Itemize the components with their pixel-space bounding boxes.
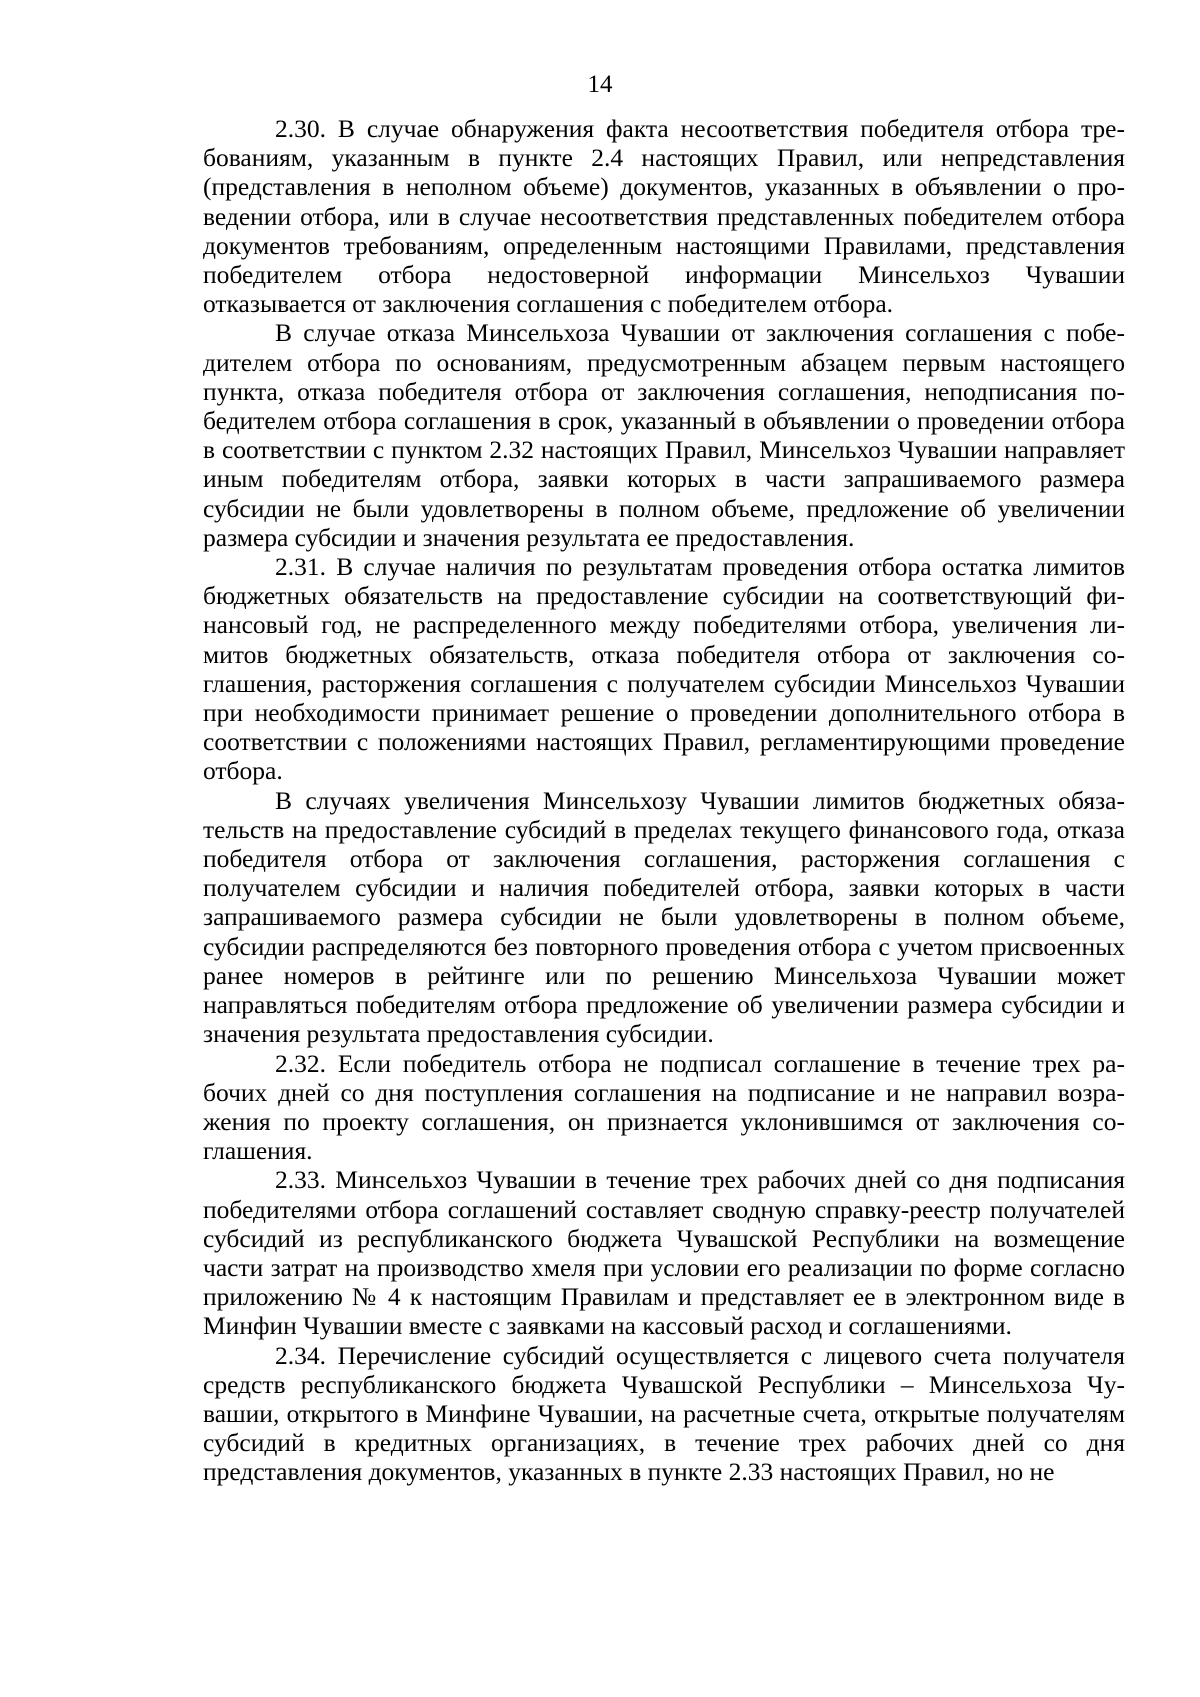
paragraph-2-30-refusal: В случае отказа Минсельхоза Чувашии от заключения соглашения с победителем отбора по основаниям, предусмотренным абзацем первым настоящего пункта, отказа победителя отбора от заключения соглашения, неподписания победителем отбора соглашения в срок, указанный в объявлении о проведении отбора в соответствии с пунктом 2.32 настоящих Правил, Минсельхоз Чувашии направляет иным победителям отбора, заявки которых в части запрашиваемого размера субсидии не были удовлетворены в полном объеме, предложение об увеличении размера субсидии и значения результата ее предоставления.	[203, 318, 1125, 552]
paragraph-2-34: 2.34. Перечисление субсидий осуществляется с лицевого счета получателя средств республиканского бюджета Чувашской Республики – Минсельхоза Чувашии, открытого в Минфине Чувашии, на расчетные счета, открытые получателям субсидий в кредитных организациях, в течение трех рабочих дней со дня представления документов, указанных в пункте 2.33 настоящих Правил, но не	[203, 1340, 1125, 1487]
paragraph-2-31-limits-increase: В случаях увеличения Минсельхозу Чувашии лимитов бюджетных обязательств на предоставление субсидий в пределах текущего финансового года, отказа победителя отбора от заключения соглашения, расторжения соглашения с получателем субсидии и наличия победителей отбора, заявки которых в части запрашиваемого размера субсидии не были удовлетворены в полном объеме, субсидии распределяются без повторного проведения отбора с учетом присвоенных ранее номеров в рейтинге или по решению Минсельхоза Чувашии может направляться победителям отбора предложение об увеличении размера субсидии и значения результата предоставления субсидии.	[203, 785, 1125, 1049]
paragraph-2-33: 2.33. Минсельхоз Чувашии в течение трех рабочих дней со дня подписания победителями отбора соглашений составляет сводную справку-реестр получателей субсидий из республиканского бюджета Чувашской Республики на возмещение части затрат на производство хмеля при условии его реализации по форме согласно приложению № 4 к настоящим Правилам и представляет ее в электронном виде в Минфин Чувашии вместе с заявками на кассовый расход и соглашениями.	[203, 1165, 1125, 1341]
paragraph-2-31: 2.31. В случае наличия по результатам проведения отбора остатка лимитов бюджетных обязательств на предоставление субсидии на соответствующий финансовый год, не распределенного между победителями отбора, увеличения лимитов бюджетных обязательств, отказа победителя отбора от заключения соглашения, расторжения соглашения с получателем субсидии Минсельхоз Чувашии при необходимости принимает решение о проведении дополнительного отбора в соответствии с положениями настоящих Правил, регламентирующими проведение отбора.	[203, 552, 1125, 786]
document-body	[203, 114, 1125, 1487]
page-number: 14	[587, 71, 613, 98]
paragraph-2-30: 2.30. В случае обнаружения факта несоответствия победителя отбора требованиям, указанным в пункте 2.4 настоящих Правил, или непредставления (представления в неполном объеме) документов, указанных в объявлении о проведении отбора, или в случае несоответствия представленных победителем отбора документов требованиям, определенным настоящими Правилами, представления победителем отбора недостоверной информации Минсельхоз Чувашии отказывается от заключения соглашения с победителем отбора.	[203, 114, 1125, 319]
paragraph-2-32: 2.32. Если победитель отбора не подписал соглашение в течение трех рабочих дней со дня поступления соглашения на подписание и не направил возражения по проекту соглашения, он признается уклонившимся от заключения соглашения.	[203, 1048, 1125, 1166]
